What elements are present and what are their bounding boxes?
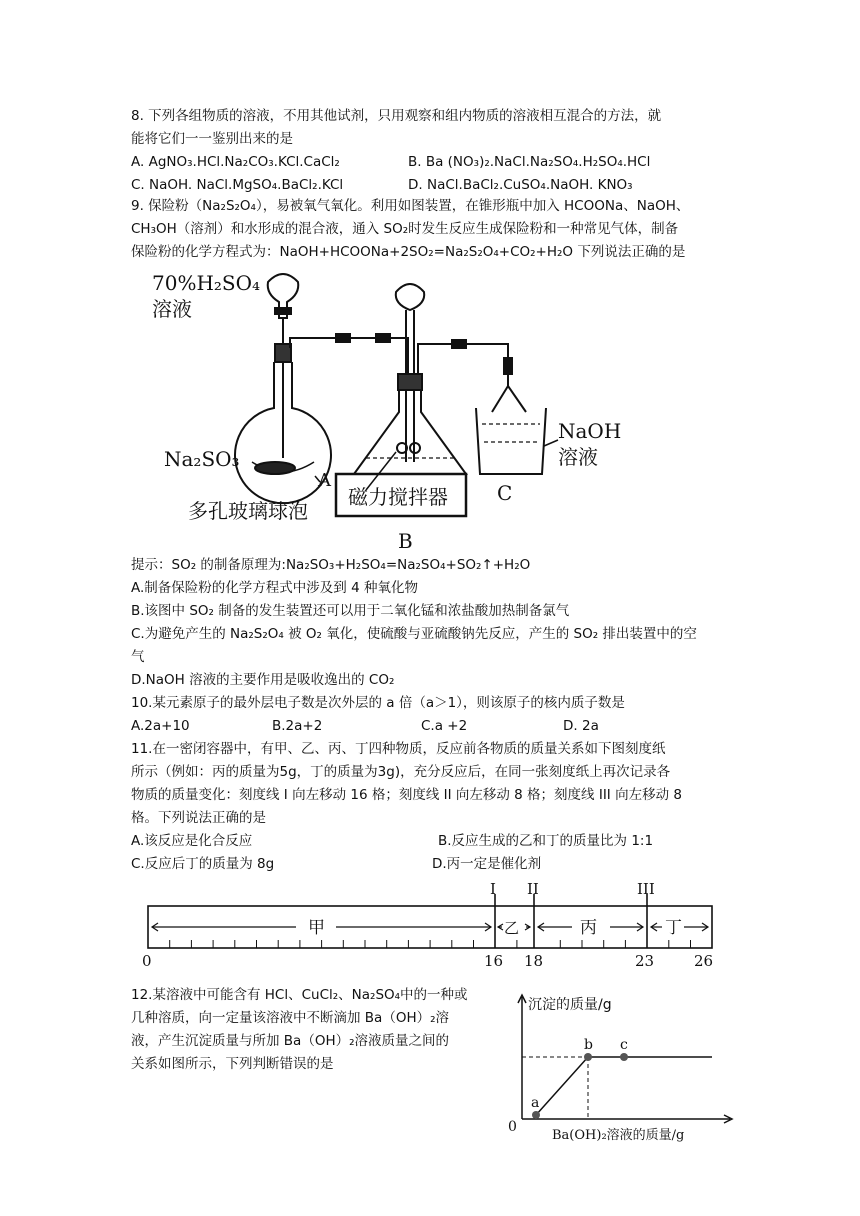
q8-option-d: D. NaCl.BaCl₂.CuSO₄.NaOH. KNO₃ [408, 177, 633, 193]
q10-option-d: D. 2a [563, 718, 599, 734]
q8-option-b: B. Ba (NO₃)₂.NaCl.Na₂SO₄.H₂SO₄.HCl [408, 154, 651, 170]
q12-stem-line2: 几种溶质，向一定量该溶液中不断滴加 Ba（OH）₂溶 [131, 1010, 450, 1026]
ruler-tick-0: 0 [142, 952, 152, 970]
ruler-mark-iii: III [637, 880, 655, 898]
graph-point-a: a [531, 1095, 540, 1111]
q8-stem-line1: 8. 下列各组物质的溶液，不用其他试剂，只用观察和组内物质的溶液相互混合的方法，就 [131, 108, 662, 124]
ruler-segment-ding: 丁 [665, 918, 682, 938]
flask-a-label: A [318, 470, 331, 491]
q10-option-c: C.a +2 [421, 718, 468, 734]
bubble-label: 多孔玻璃球泡 [188, 499, 308, 523]
q11-stem-line1: 11.在一密闭容器中，有甲、乙、丙、丁四种物质，反应前各物质的质量关系如下图刻度纸 [131, 741, 666, 757]
acid-label: 70%H₂SO₄ [152, 271, 261, 295]
q8-stem-line2: 能将它们一一鉴别出来的是 [131, 131, 293, 147]
q9-stem-line1: 9. 保险粉（Na₂S₂O₄），易被氧气氧化。利用如图装置，在锥形瓶中加入 HCOONa、NaOH、 [131, 198, 690, 214]
q12-stem-line4: 关系如图所示，下列判断错误的是 [131, 1056, 334, 1072]
naoh-label: NaOH [558, 419, 622, 443]
apparatus-figure [140, 262, 660, 554]
ruler-tick-18: 18 [524, 952, 544, 970]
ruler-mark-ii: II [527, 880, 539, 898]
q11-option-a: A.该反应是化合反应 [131, 833, 253, 849]
na2so3-label: Na₂SO₃ [164, 447, 240, 471]
q12-stem-line1: 12.某溶液中可能含有 HCl、CuCl₂、Na₂SO₄中的一种或 [131, 987, 468, 1003]
graph-x-label: Ba(OH)₂溶液的质量/g [552, 1128, 685, 1143]
q10-option-b: B.2a+2 [272, 718, 323, 734]
beaker-c-label: C [497, 481, 513, 505]
q11-stem-line3: 物质的质量变化：刻度线 I 向左移动 16 格；刻度线 II 向左移动 8 格；刻度线 III 向左移动 8 [131, 787, 682, 803]
flask-b-label: B [398, 529, 413, 553]
q8-option-c: C. NaOH. NaCl.MgSO₄.BaCl₂.KCl [131, 177, 344, 193]
q10-stem: 10.某元素原子的最外层电子数是次外层的 a 倍（a＞1），则该原子的核内质子数是 [131, 695, 625, 711]
q11-stem-line4: 格。下列说法正确的是 [131, 810, 266, 826]
q11-stem-line2: 所示（例如：丙的质量为5g，丁的质量为3g)，充分反应后，在同一张刻度纸上再次记录各 [131, 764, 671, 780]
ruler-segment-jia: 甲 [308, 918, 325, 938]
q9-option-c-line2: 气 [131, 649, 145, 665]
q11-option-c: C.反应后丁的质量为 8g [131, 856, 275, 872]
q12-stem-line3: 液，产生沉淀质量与所加 Ba（OH）₂溶液质量之间的 [131, 1033, 450, 1049]
q9-stem-line2: CH₃OH（溶剂）和水形成的混合液，通入 SO₂时发生反应生成保险粉和一种常见气体，制备 [131, 221, 679, 237]
ruler-segment-yi: 乙 [504, 919, 520, 937]
q9-option-d: D.NaOH 溶液的主要作用是吸收逸出的 CO₂ [131, 672, 395, 688]
graph-y-label: 沉淀的质量/g [528, 997, 612, 1013]
precipitate-graph [500, 985, 770, 1155]
ruler-segment-bing: 丙 [580, 918, 597, 938]
q11-option-d: D.丙一定是催化剂 [432, 856, 542, 872]
ruler-tick-26: 26 [694, 952, 714, 970]
graph-point-b: b [584, 1037, 593, 1053]
q9-stem-line3: 保险粉的化学方程式为：NaOH+HCOONa+2SO₂=Na₂S₂O₄+CO₂+H₂O 下列说法正确的是 [131, 244, 686, 260]
graph-point-c: c [620, 1037, 628, 1053]
stirrer-label: 磁力搅拌器 [348, 485, 448, 509]
q9-option-b: B.该图中 SO₂ 制备的发生装置还可以用于二氧化锰和浓盐酸加热制备氯气 [131, 603, 570, 619]
q11-option-b: B.反应生成的乙和丁的质量比为 1:1 [438, 833, 654, 849]
q8-option-a: A. AgNO₃.HCl.Na₂CO₃.KCl.CaCl₂ [131, 154, 340, 170]
q9-option-a: A.制备保险粉的化学方程式中涉及到 4 种氧化物 [131, 580, 418, 596]
q10-option-a: A.2a+10 [131, 718, 190, 734]
naoh-solution-label: 溶液 [558, 445, 598, 469]
acid-label-solution: 溶液 [152, 297, 192, 321]
q9-option-c-line1: C.为避免产生的 Na₂S₂O₄ 被 O₂ 氧化，使硫酸与亚硫酸钠先反应，产生的 SO₂ 排出装置中的空 [131, 626, 697, 642]
ruler-mark-i: I [490, 880, 496, 898]
q9-hint: 提示：SO₂ 的制备原理为:Na₂SO₃+H₂SO₄=Na₂SO₄+SO₂↑+H₂O [131, 557, 531, 573]
graph-origin-label: 0 [508, 1119, 517, 1135]
ruler-tick-16: 16 [484, 952, 504, 970]
mass-ruler-figure [136, 880, 726, 972]
ruler-tick-23: 23 [635, 952, 655, 970]
